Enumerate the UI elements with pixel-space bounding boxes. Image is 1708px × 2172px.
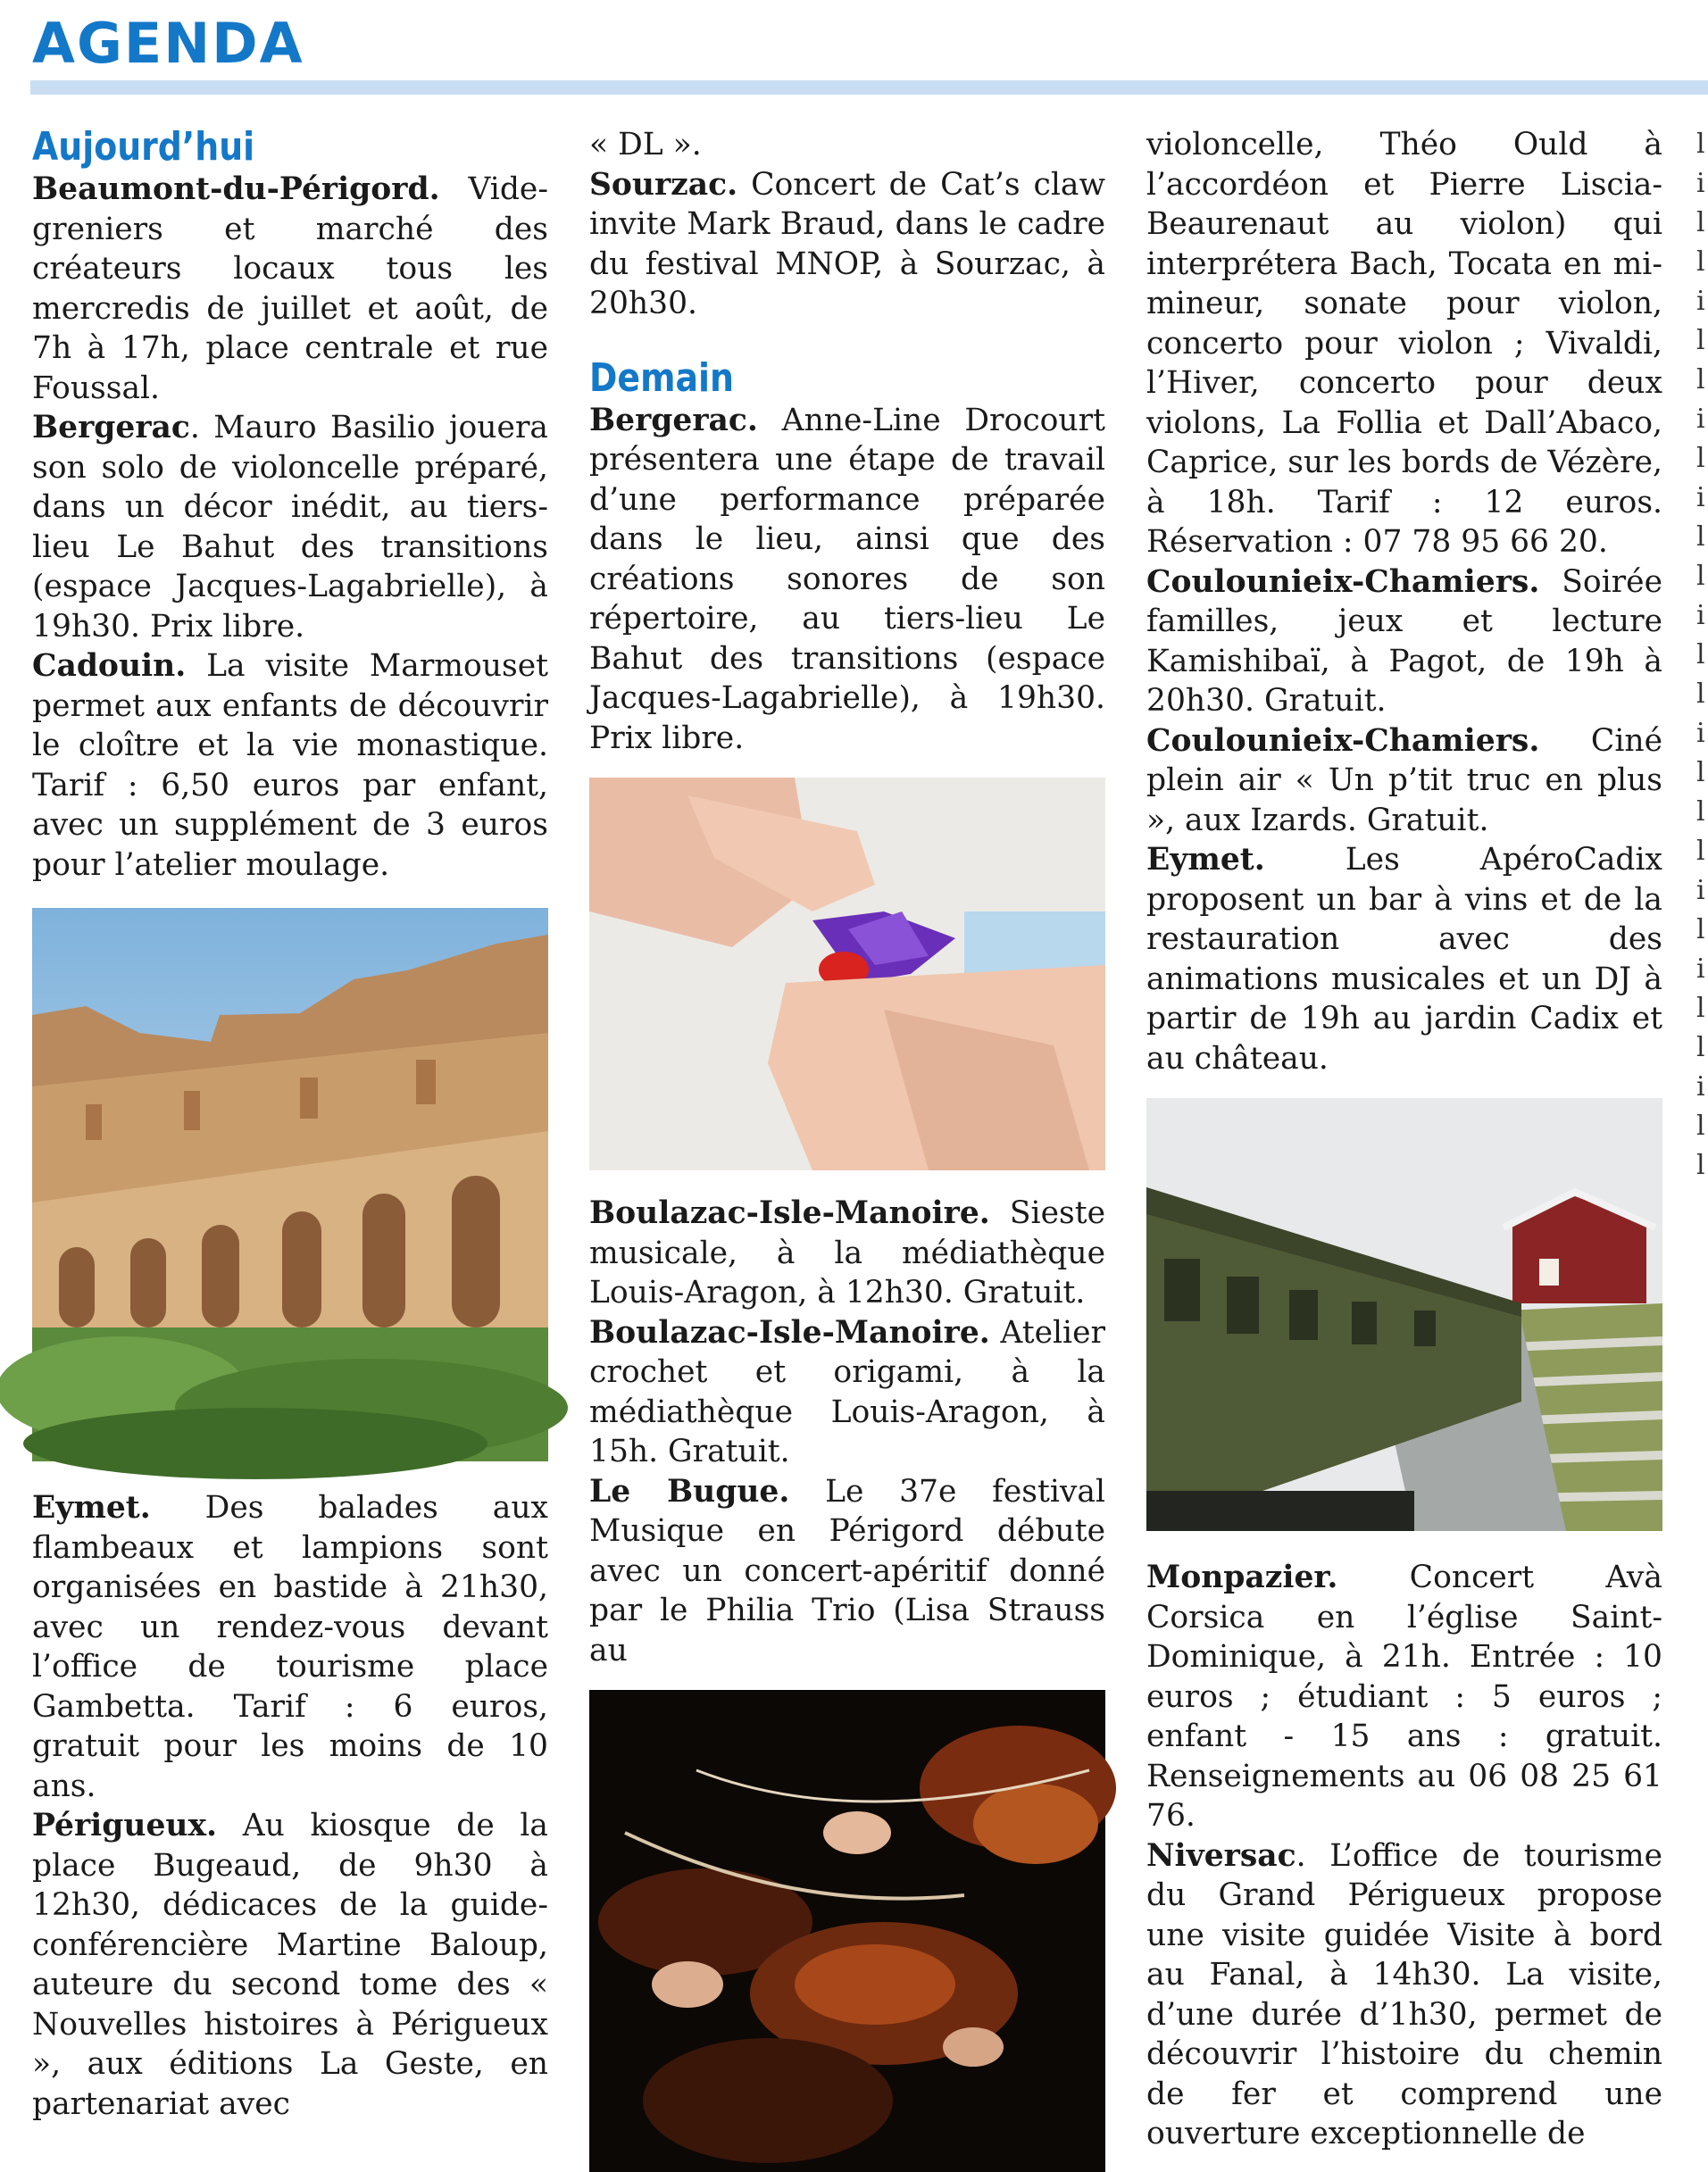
- origami-photo: [589, 778, 1105, 1170]
- agenda-item: [589, 1313, 1105, 1472]
- edge-glyph: l: [1696, 1032, 1705, 1063]
- item-location: Bergerac: [32, 410, 190, 445]
- column-2: [589, 125, 1105, 2128]
- item-location: Eymet.: [32, 1490, 151, 1526]
- violin-orchestra-photo: [589, 1690, 1105, 2172]
- agenda-item: [589, 1472, 1105, 1671]
- item-text: Des balades aux flambeaux et lampions sont organisées en bastide à 21h30, avec un rendez-vous devant l’office de tourisme place Gambetta. Tarif : 6 euros, gratuit pour les moins de 10 ans.: [32, 1490, 548, 1804]
- section-heading-tomorrow: Demain: [589, 354, 734, 401]
- edge-glyph: i: [1696, 168, 1705, 199]
- agenda-item: [1146, 840, 1662, 1078]
- agenda-item: [1146, 721, 1662, 841]
- item-text: Au kiosque de la place Bugeaud, de 9h30 à 12h30, dédicaces de la guide-conférencière Martine Baloup, auteure du second tome des « Nouvelles histoires à Périgueux », aux éditions La Geste, en partenariat avec: [32, 1808, 548, 2122]
- item-location: Monpazier.: [1146, 1560, 1338, 1595]
- item-text: Concert Avà Corsica en l’église Saint-Dominique, à 21h. Entrée : 10 euros ; étudiant : 5 euros ; enfant - 15 ans : gratuit. Renseignements au 06 08 25 61 76.: [1146, 1560, 1662, 1834]
- edge-glyph: l: [1696, 364, 1705, 395]
- edge-glyph: l: [1696, 1111, 1705, 1142]
- item-text: « DL ».: [589, 127, 702, 162]
- page-title: AGENDA: [32, 11, 304, 76]
- agenda-item: [1146, 1836, 1662, 2154]
- edge-glyph: l: [1696, 678, 1705, 710]
- item-text: Sieste musicale, à la médiathèque Louis-Aragon, à 12h30. Gratuit.: [589, 1195, 1105, 1311]
- agenda-item: [1146, 562, 1662, 721]
- edge-glyph: i: [1696, 1071, 1705, 1103]
- edge-glyph: l: [1696, 561, 1705, 592]
- column-1: [32, 125, 548, 2128]
- agenda-item: [32, 1806, 548, 2124]
- agenda-item: [589, 165, 1105, 324]
- train-carriage-photo: [1146, 1098, 1662, 1531]
- edge-glyph: l: [1696, 1150, 1705, 1181]
- edge-glyph: i: [1696, 404, 1705, 435]
- item-text: Vide-greniers et marché des créateurs locaux tous les mercredis de juillet et août, de 7h à 17h, place centrale et rue Foussal.: [32, 171, 548, 406]
- agenda-item: [32, 170, 548, 408]
- item-text: . Mauro Basilio jouera son solo de violoncelle préparé, dans un décor inédit, au tiers-lieu Le Bahut des transitions (espace Jacques-Lagabrielle), à 19h30. Prix libre.: [32, 410, 548, 645]
- agenda-item: [1146, 1558, 1662, 1836]
- item-location: Coulounieix-Chamiers.: [1146, 722, 1540, 759]
- item-location: Beaumont-du-Périgord.: [32, 171, 440, 207]
- item-location: Périgueux.: [32, 1808, 218, 1843]
- item-location: Coulounieix-Chamiers.: [1146, 563, 1540, 600]
- item-location: Le Bugue.: [589, 1473, 790, 1510]
- edge-glyph: l: [1696, 207, 1705, 238]
- adjacent-column-edge: [1696, 125, 1708, 2128]
- item-text: Concert de Cat’s claw invite Mark Braud, dans le cadre du festival MNOP, à Sourzac, à 20h30.: [589, 166, 1105, 321]
- edge-glyph: l: [1696, 325, 1705, 356]
- item-text: Les ApéroCadix proposent un bar à vins et de la restauration avec des animations musicales et un DJ à partir de 19h au jardin Cadix et au château.: [1146, 842, 1662, 1077]
- column-3: [1146, 125, 1662, 2151]
- edge-glyph: i: [1696, 600, 1705, 631]
- edge-glyph: l: [1696, 914, 1705, 945]
- item-text: Le 37e festival Musique en Périgord débute avec un concert-apéritif donné par le Philia Trio (Lisa Strauss au: [589, 1473, 1105, 1669]
- item-location: Eymet.: [1146, 842, 1265, 878]
- edge-glyph: l: [1696, 521, 1705, 553]
- agenda-item: [32, 408, 548, 646]
- item-location: Boulazac-Isle-Manoire.: [589, 1314, 990, 1351]
- cloister-photo: [32, 908, 548, 1461]
- agenda-item: [32, 1488, 548, 1806]
- item-text: Soirée familles, jeux et lecture Kamishibaï, à Pagot, de 19h à 20h30. Gratuit.: [1146, 563, 1662, 719]
- agenda-item: [589, 125, 1105, 165]
- edge-glyph: l: [1696, 796, 1705, 828]
- edge-glyph: l: [1696, 757, 1705, 788]
- title-divider: [30, 80, 1708, 95]
- item-text: Ciné plein air « Un p’tit truc en plus », aux Izards. Gratuit.: [1146, 722, 1662, 838]
- item-location: Niversac: [1146, 1837, 1296, 1874]
- section-heading-today: Aujourd’hui: [32, 124, 255, 170]
- item-location: Sourzac.: [589, 166, 738, 203]
- item-location: Boulazac-Isle-Manoire.: [589, 1195, 990, 1231]
- item-location: Cadouin.: [32, 648, 187, 684]
- edge-glyph: i: [1696, 718, 1705, 749]
- agenda-item: [589, 1194, 1105, 1313]
- item-text: . L’office de tourisme du Grand Périgueux propose une visite guidée Visite à bord au Fanal, à 14h30. La visite, d’une durée d’1h30, permet de découvrir l’histoire du chemin de fer et comprend une ouverture exceptionnelle de: [1146, 1837, 1662, 2151]
- agenda-item: [589, 401, 1105, 759]
- edge-glyph: i: [1696, 286, 1705, 317]
- item-location: Bergerac.: [589, 402, 758, 438]
- edge-glyph: l: [1696, 836, 1705, 867]
- item-text: Anne-Line Drocourt présentera une étape de travail d’une performance préparée dans le lieu, ainsi que des créations sonores de son répertoire, au tiers-lieu Le Bahut des transitions (espace Jacques-Lagabrielle), à 19h30. Prix libre.: [589, 402, 1105, 756]
- item-text: Atelier crochet et origami, à la médiathèque Louis-Aragon, à 15h. Gratuit.: [589, 1314, 1105, 1469]
- edge-glyph: l: [1696, 993, 1705, 1024]
- edge-glyph: l: [1696, 443, 1705, 474]
- edge-glyph: i: [1696, 953, 1705, 985]
- agenda-item: [1146, 125, 1662, 562]
- edge-glyph: l: [1696, 246, 1705, 278]
- agenda-item: [32, 646, 548, 885]
- edge-glyph: i: [1696, 482, 1705, 513]
- edge-glyph: i: [1696, 875, 1705, 906]
- edge-glyph: l: [1696, 639, 1705, 670]
- item-text: violoncelle, Théo Ould à l’accordéon et Pierre Liscia-Beaurenaut au violon) qui interprétera Bach, Tocata en mi-mineur, sonate pour violon, concerto pour violon ; Vivaldi, l’Hiver, concerto pour deux violons, La Follia et Dall’Abaco, Caprice, sur les bords de Vézère, à 18h. Tarif : 12 euros. Réservation : 07 78 95 66 20.: [1146, 127, 1662, 560]
- item-text: La visite Marmouset permet aux enfants de découvrir le cloître et la vie monastique. Tarif : 6,50 euros par enfant, avec un supplément de 3 euros pour l’atelier moulage.: [32, 648, 548, 883]
- edge-glyph: l: [1696, 129, 1705, 160]
